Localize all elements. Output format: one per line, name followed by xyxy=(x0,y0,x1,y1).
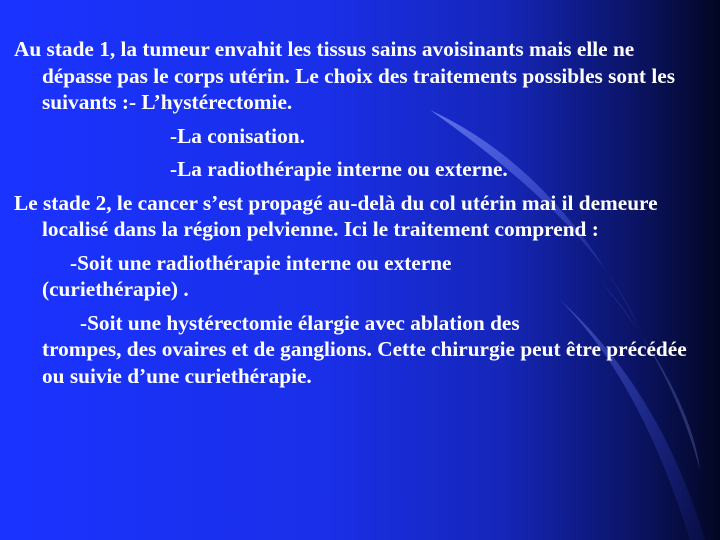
paragraph-option-2 xyxy=(0,310,700,390)
option-2-continuation: trompes, des ovaires et de ganglions. Cette chirurgie peut être précédée ou suivie d’une curiethérapie. xyxy=(42,337,687,388)
paragraph-stage-2: Le stade 2, le cancer s’est propagé au-delà du col utérin mai il demeure localisé dans la région pelvienne. Ici le traitement comprend : xyxy=(14,190,658,241)
list-item-conisation: -La conisation. xyxy=(170,123,305,148)
paragraph-stage-1: Au stade 1, la tumeur envahit les tissus sains avoisinants mais elle ne dépasse pas le corps utérin. Le choix des traitements possibles sont les suivants :- L’hystérectomie. xyxy=(14,37,675,114)
option-1-first-line: -Soit une radiothérapie interne ou externe xyxy=(70,250,452,275)
option-1-continuation: (curiethérapie) . xyxy=(42,277,189,301)
list-item-radiotherapy: -La radiothérapie interne ou externe. xyxy=(170,157,508,181)
paragraph-option-1 xyxy=(0,250,700,303)
option-2-first-line: -Soit une hystérectomie élargie avec ablation des xyxy=(80,310,520,335)
slide-body xyxy=(0,36,700,396)
